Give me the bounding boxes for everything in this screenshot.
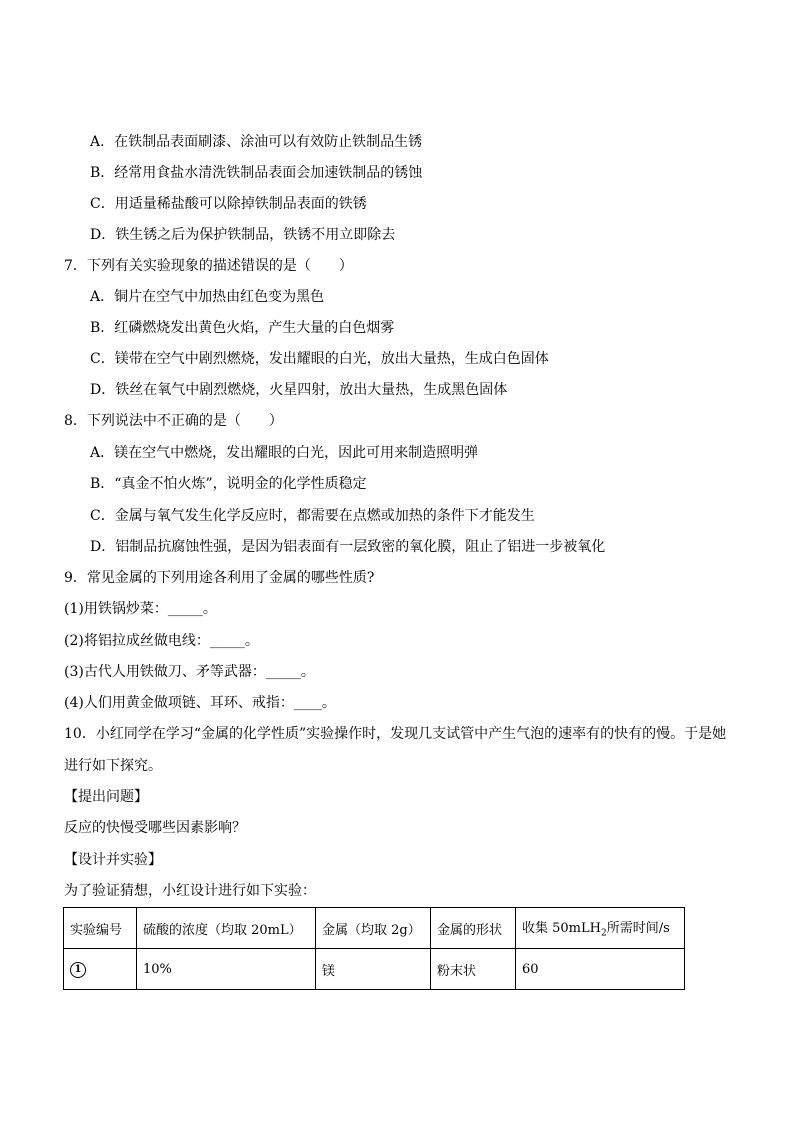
q8-option-b: B．“真金不怕火炼”，说明金的化学性质稳定 xyxy=(90,476,367,492)
q9-item-3: (3)古代人用铁做刀、矛等武器：_____。 xyxy=(64,664,315,680)
table-cell: 镁 xyxy=(316,949,431,990)
table-header-cell: 实验编号 xyxy=(64,908,137,949)
q7-option-c: C．镁带在空气中剧烈燃烧，发出耀眼的白光，放出大量热，生成白色固体 xyxy=(90,351,549,367)
q6-option-a: A．在铁制品表面刷漆、涂油可以有效防止铁制品生锈 xyxy=(90,134,423,150)
table-header-cell: 硫酸的浓度（均取 20mL） xyxy=(137,908,316,949)
table-header-cell: 金属的形状 xyxy=(431,908,516,949)
q10-stem-line1: 10．小红同学在学习“金属的化学性质”实验操作时，发现几支试管中产生气泡的速率有的快有的慢。于是她 xyxy=(64,726,727,742)
q9-stem: 9．常见金属的下列用途各利用了金属的哪些性质? xyxy=(64,570,375,586)
q9-item-4: (4)人们用黄金做项链、耳环、戒指：____。 xyxy=(64,695,336,711)
q10-section-heading-question: 【提出问题】 xyxy=(64,789,148,805)
q7-option-b: B．红磷燃烧发出黄色火焰，产生大量的白色烟雾 xyxy=(90,320,395,336)
experiment-table xyxy=(63,907,685,990)
table-cell: 60 xyxy=(516,949,685,990)
q10-section-heading-design: 【设计并实验】 xyxy=(64,852,162,868)
table-cell-id xyxy=(64,949,137,990)
header-part: 收集 50mLH xyxy=(522,921,601,937)
q9-item-1: (1)用铁锅炒菜：_____。 xyxy=(64,601,217,617)
table-header-cell: 金属（均取 2g） xyxy=(316,908,431,949)
q10-stem-line2: 进行如下探究。 xyxy=(64,758,162,774)
subscript: 2 xyxy=(600,928,607,939)
q8-option-d: D．铝制品抗腐蚀性强，是因为铝表面有一层致密的氧化膜，阻止了铝进一步被氧化 xyxy=(90,539,606,555)
q6-option-b: B．经常用食盐水清洗铁制品表面会加速铁制品的锈蚀 xyxy=(90,165,423,181)
q8-option-a: A．镁在空气中燃烧，发出耀眼的白光，因此可用来制造照明弹 xyxy=(90,445,479,461)
q7-stem: 7．下列有关实验现象的描述错误的是（ ） xyxy=(64,258,353,274)
table-header-cell xyxy=(516,908,685,949)
table-row xyxy=(64,949,685,990)
q10-intro: 为了验证猜想，小红设计进行如下实验： xyxy=(64,883,316,899)
q10-question-text: 反应的快慢受哪些因素影响？ xyxy=(64,820,246,836)
q7-option-a: A．铜片在空气中加热由红色变为黑色 xyxy=(90,289,325,305)
q8-stem: 8．下列说法中不正确的是（ ） xyxy=(64,413,283,429)
q6-option-c: C．用适量稀盐酸可以除掉铁制品表面的铁锈 xyxy=(90,196,367,212)
table-header-row xyxy=(64,908,685,949)
circled-number: 1 xyxy=(70,962,86,978)
q8-option-c: C．金属与氧气发生化学反应时，都需要在点燃或加热的条件下才能发生 xyxy=(90,508,535,524)
table-cell: 粉末状 xyxy=(431,949,516,990)
table-cell: 10% xyxy=(137,949,316,990)
q7-option-d: D．铁丝在氧气中剧烈燃烧，火星四射，放出大量热，生成黑色固体 xyxy=(90,382,508,398)
header-part: 所需时间/s xyxy=(606,921,670,937)
q9-item-2: (2)将铝拉成丝做电线：_____。 xyxy=(64,633,259,649)
q6-option-d: D．铁生锈之后为保护铁制品，铁锈不用立即除去 xyxy=(90,227,396,243)
